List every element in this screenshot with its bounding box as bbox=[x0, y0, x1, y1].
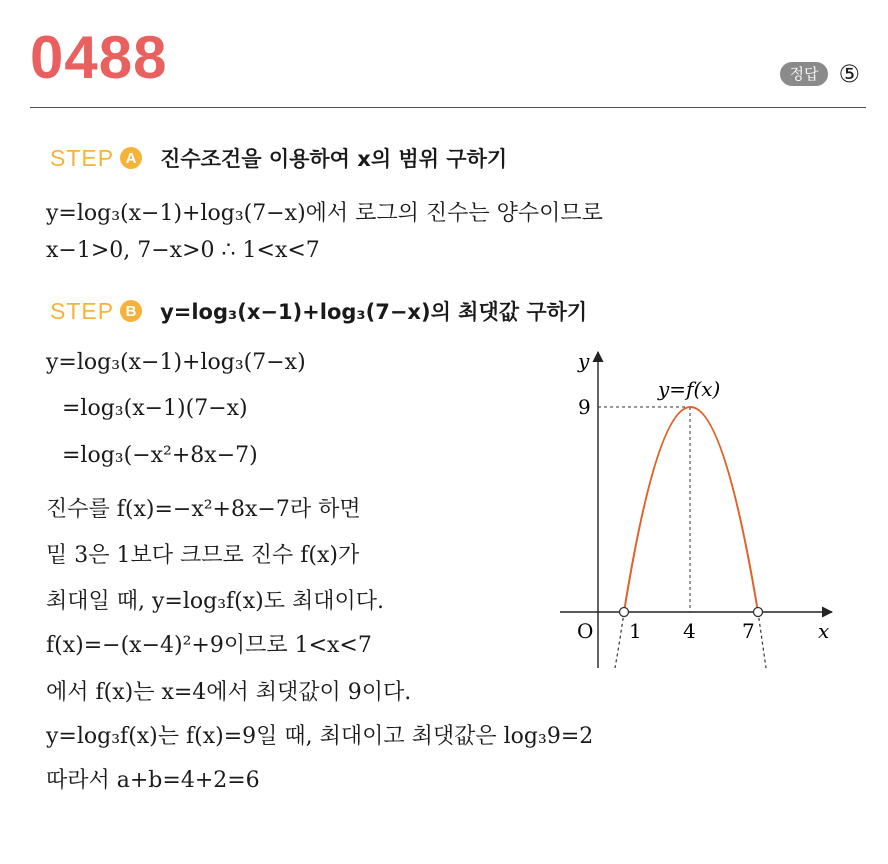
step-b-line-5: 밑 3은 1보다 크므로 진수 f(x)가 bbox=[46, 543, 360, 568]
step-b-line-1: y=log₃(x−1)+log₃(7−x) bbox=[46, 350, 306, 375]
x-tick-7: 7 bbox=[742, 619, 755, 643]
problem-number: 0488 bbox=[30, 24, 168, 91]
step-b-line-8: 에서 f(x)는 x=4에서 최댓값이 9이다. bbox=[46, 680, 412, 705]
step-letter-badge: B bbox=[120, 300, 142, 322]
curve-label: y=f(x) bbox=[658, 377, 721, 401]
step-b-line-9: y=log₃f(x)는 f(x)=9일 때, 최대이고 최댓값은 log₃9=2 bbox=[46, 724, 594, 749]
answer-value: ⑤ bbox=[838, 60, 860, 88]
step-b-line-3: =log₃(−x²+8x−7) bbox=[62, 443, 258, 468]
x-tick-4: 4 bbox=[683, 619, 696, 643]
y-axis-label: y bbox=[578, 349, 590, 373]
step-b-line-10: 따라서 a+b=4+2=6 bbox=[46, 768, 260, 793]
x-axis-label: x bbox=[818, 619, 830, 643]
step-label: STEP bbox=[50, 144, 115, 171]
open-point-left bbox=[620, 608, 629, 617]
step-letter-badge: A bbox=[120, 147, 142, 169]
y-tick-9: 9 bbox=[578, 395, 591, 419]
x-tick-1: 1 bbox=[629, 619, 642, 643]
step-label: STEP bbox=[50, 297, 115, 324]
answer-badge: 정답 bbox=[780, 62, 829, 86]
step-title: 진수조건을 이용하여 x의 범위 구하기 bbox=[160, 147, 508, 171]
step-a-line-2: x−1>0, 7−x>0 ∴ 1<x<7 bbox=[46, 238, 320, 263]
step-a-line-1: y=log₃(x−1)+log₃(7−x)에서 로그의 진수는 양수이므로 bbox=[46, 201, 603, 226]
step-title: y=log₃(x−1)+log₃(7−x)의 최댓값 구하기 bbox=[160, 300, 588, 324]
curve-extension-left bbox=[615, 612, 624, 668]
step-b-line-6: 최대일 때, y=log₃f(x)도 최대이다. bbox=[46, 589, 384, 614]
origin-label: O bbox=[577, 619, 594, 643]
curve-extension-right bbox=[758, 612, 766, 668]
step-b-line-7: f(x)=−(x−4)²+9이므로 1<x<7 bbox=[46, 633, 372, 658]
parabola-curve bbox=[624, 407, 758, 612]
open-point-right bbox=[754, 608, 763, 617]
step-b-line-2: =log₃(x−1)(7−x) bbox=[62, 396, 248, 421]
step-b-line-4: 진수를 f(x)=−x²+8x−7라 하면 bbox=[46, 497, 361, 522]
